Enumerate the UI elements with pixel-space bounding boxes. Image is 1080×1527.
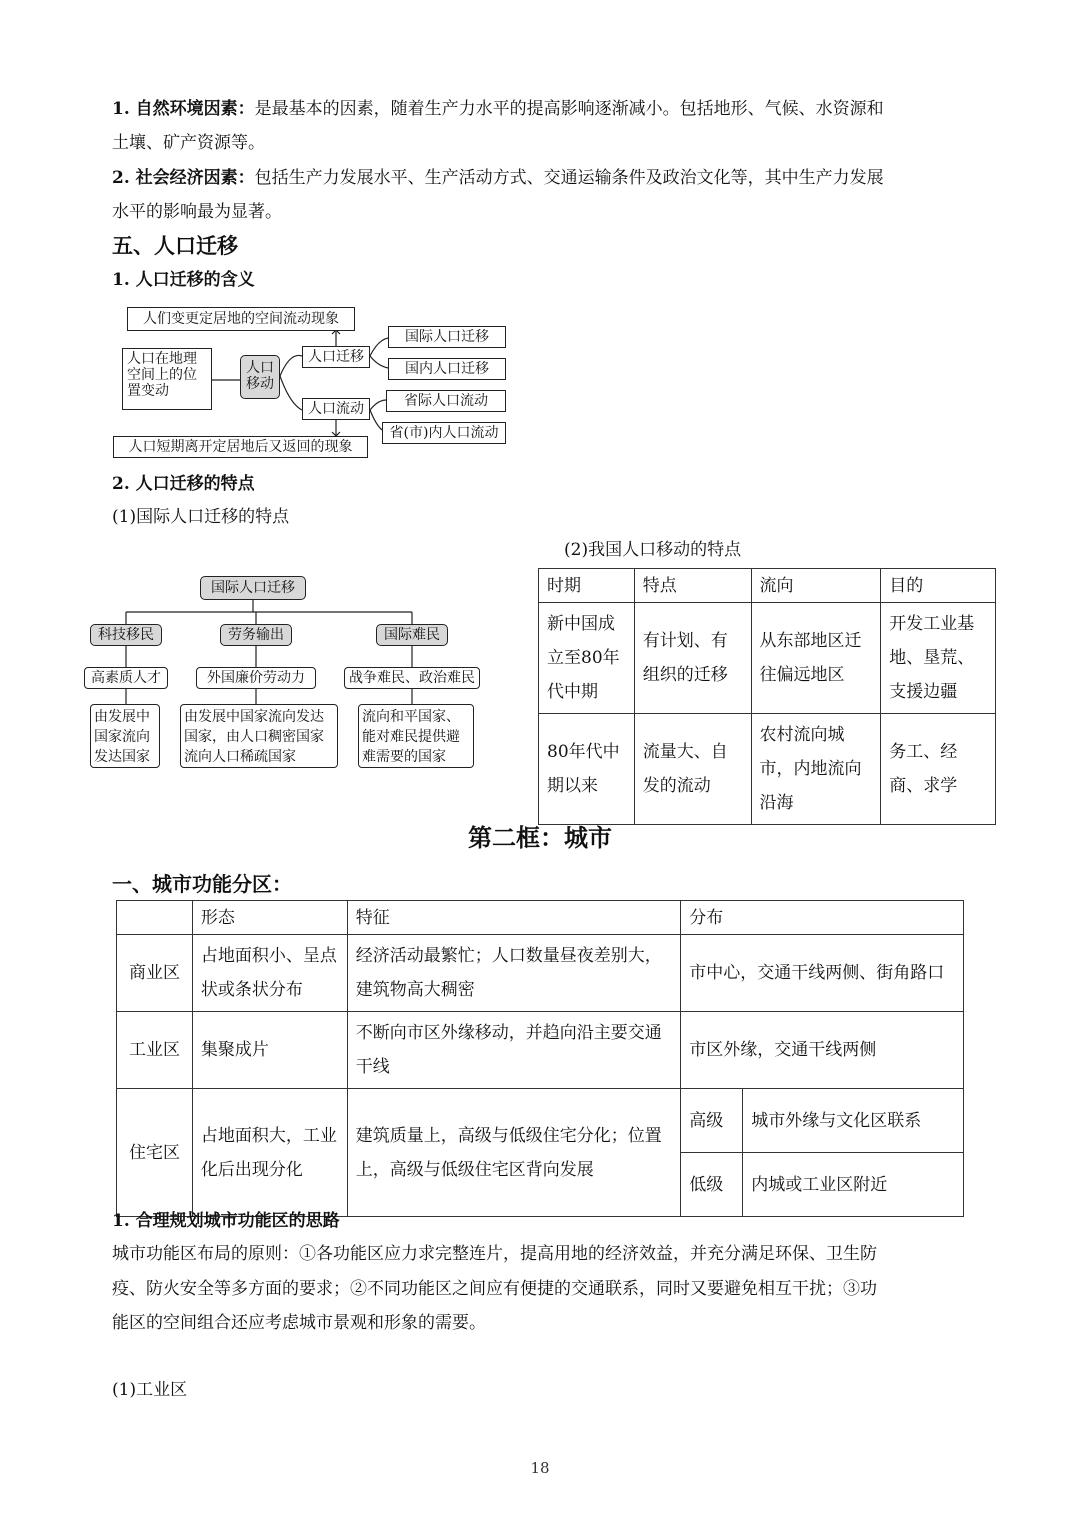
- intro-item1-line1: 是最基本的因素，随着生产力水平的提高影响逐渐减小。包括地形、气候、水资源和: [254, 99, 884, 119]
- intro-item2-line1: 包括生产力发展水平、生产活动方式、交通运输条件及政治文化等，其中生产力发展: [254, 168, 884, 188]
- table2-cell: 高级: [681, 1089, 743, 1153]
- intro-item1-label: 1. 自然环境因素：: [112, 99, 255, 119]
- intro-item1-line2: 土壤、矿产资源等。: [112, 133, 265, 153]
- table1-header: 流向: [751, 569, 881, 603]
- diagram2-e2-box: 由发展中国家流向发达国家，由人口稠密国家流向人口稀疏国家: [180, 704, 338, 768]
- diagram1-intl-box: 国际人口迁移: [388, 326, 506, 348]
- table2-cell: 集聚成片: [192, 1012, 347, 1089]
- intro-item2-line2: 水平的影响最为显著。: [112, 202, 282, 222]
- table-row: [117, 935, 964, 1012]
- table2-header: 形态: [192, 901, 347, 935]
- table2-cell: 不断向市区外缘移动，并趋向沿主要交通干线: [347, 1012, 681, 1089]
- table1-cell: 流量大、自发的流动: [634, 714, 751, 825]
- diagram1-center-box: 人口移动: [240, 355, 280, 399]
- table2-cell: 经济活动最繁忙；人口数量昼夜差别大，建筑物高大稠密: [347, 935, 681, 1012]
- planning-title: 1. 合理规划城市功能区的思路: [112, 1211, 340, 1231]
- diagram1-bottom-box: 人口短期离开定居地后又返回的现象: [113, 436, 368, 458]
- table2-cell: 市中心，交通干线两侧、街角路口: [681, 935, 964, 1012]
- diagram1-migration-box: 人口迁移: [302, 346, 370, 368]
- diagram2-d1-box: 高素质人才: [84, 667, 168, 689]
- table1-header: 时期: [539, 569, 635, 603]
- table-row: [117, 1012, 964, 1089]
- table-row: [117, 1089, 964, 1153]
- table1-cell: 从东部地区迁往偏远地区: [751, 603, 881, 714]
- diagram2-e1-box: 由发展中国家流向发达国家: [90, 704, 160, 768]
- diagram2-c1-box: 科技移民: [90, 624, 162, 646]
- intro-item2-label: 2. 社会经济因素：: [112, 168, 255, 188]
- table2-cell: 低级: [681, 1153, 743, 1217]
- table-row: [539, 603, 996, 714]
- table1-cell: 新中国成立至80年代中期: [539, 603, 635, 714]
- section5-title: 五、人口迁移: [112, 233, 238, 258]
- china-migration-table: [538, 568, 996, 825]
- diagram1-intraprov-box: 省(市)内人口流动: [382, 422, 506, 444]
- diagram1-flow-box: 人口流动: [302, 398, 370, 420]
- planning-line1: 城市功能区布局的原则：①各功能区应力求完整连片，提高用地的经济效益，并充分满足环保、卫生防: [112, 1244, 877, 1264]
- table2-cell: 商业区: [117, 935, 193, 1012]
- table1-header: 目的: [881, 569, 996, 603]
- section5-sub2-2: (2)我国人口移动的特点: [564, 540, 742, 560]
- table2-cell: 住宅区: [117, 1089, 193, 1217]
- planning-sub: (1)工业区: [112, 1380, 188, 1400]
- table2-cell: 内城或工业区附近: [743, 1153, 964, 1217]
- diagram1-top-box: 人们变更定居地的空间流动现象: [127, 307, 355, 331]
- table2-cell: 工业区: [117, 1012, 193, 1089]
- diagram2-root-box: 国际人口迁移: [200, 576, 306, 600]
- table1-cell: 农村流向城市，内地流向沿海: [751, 714, 881, 825]
- planning-line2: 疫、防火安全等多方面的要求；②不同功能区之间应有便捷的交通联系，同时又要避免相互干扰；③功: [112, 1279, 877, 1299]
- table2-header-row: [117, 901, 964, 935]
- section5-sub1: 1. 人口迁移的含义: [112, 270, 255, 290]
- table2-cell: 城市外缘与文化区联系: [743, 1089, 964, 1153]
- table2-cell: 占地面积小、呈点状或条状分布: [192, 935, 347, 1012]
- diagram2-c2-box: 劳务输出: [220, 624, 292, 646]
- table2-cell: 占地面积大，工业化后出现分化: [192, 1089, 347, 1217]
- table2-header: 特征: [347, 901, 681, 935]
- diagram1-interprov-box: 省际人口流动: [386, 390, 506, 412]
- table2-cell: 市区外缘，交通干线两侧: [681, 1012, 964, 1089]
- planning-line3: 能区的空间组合还应考虑城市景观和形象的需要。: [112, 1313, 486, 1333]
- diagram2-d3-box: 战争难民、政治难民: [344, 667, 480, 689]
- table2-header: 分布: [681, 901, 964, 935]
- table2-cell: 建筑质量上，高级与低级住宅分化；位置上，高级与低级住宅区背向发展: [347, 1089, 681, 1217]
- city-zones-table: [116, 900, 964, 1217]
- diagram2-d2-box: 外国廉价劳动力: [196, 667, 316, 689]
- section1-title: 一、城市功能分区：: [112, 872, 292, 896]
- section5-sub2-1: (1)国际人口迁移的特点: [112, 507, 290, 527]
- diagram1-domestic-box: 国内人口迁移: [388, 358, 506, 380]
- page-number: 18: [530, 1459, 550, 1477]
- chapter-title: 第二框：城市: [468, 823, 612, 852]
- diagram2-e3-box: 流向和平国家、能对难民提供避难需要的国家: [358, 704, 474, 768]
- table1-cell: 80年代中期以来: [539, 714, 635, 825]
- diagram2-c3-box: 国际难民: [376, 624, 448, 646]
- table1-header-row: [539, 569, 996, 603]
- table1-header: 特点: [634, 569, 751, 603]
- section5-sub2: 2. 人口迁移的特点: [112, 474, 255, 494]
- diagram1-left-box: 人口在地理空间上的位置变动: [122, 348, 212, 410]
- table1-cell: 务工、经商、求学: [881, 714, 996, 825]
- table2-header: [117, 901, 193, 935]
- table1-cell: 开发工业基地、垦荒、支援边疆: [881, 603, 996, 714]
- table-row: [539, 714, 996, 825]
- table1-cell: 有计划、有组织的迁移: [634, 603, 751, 714]
